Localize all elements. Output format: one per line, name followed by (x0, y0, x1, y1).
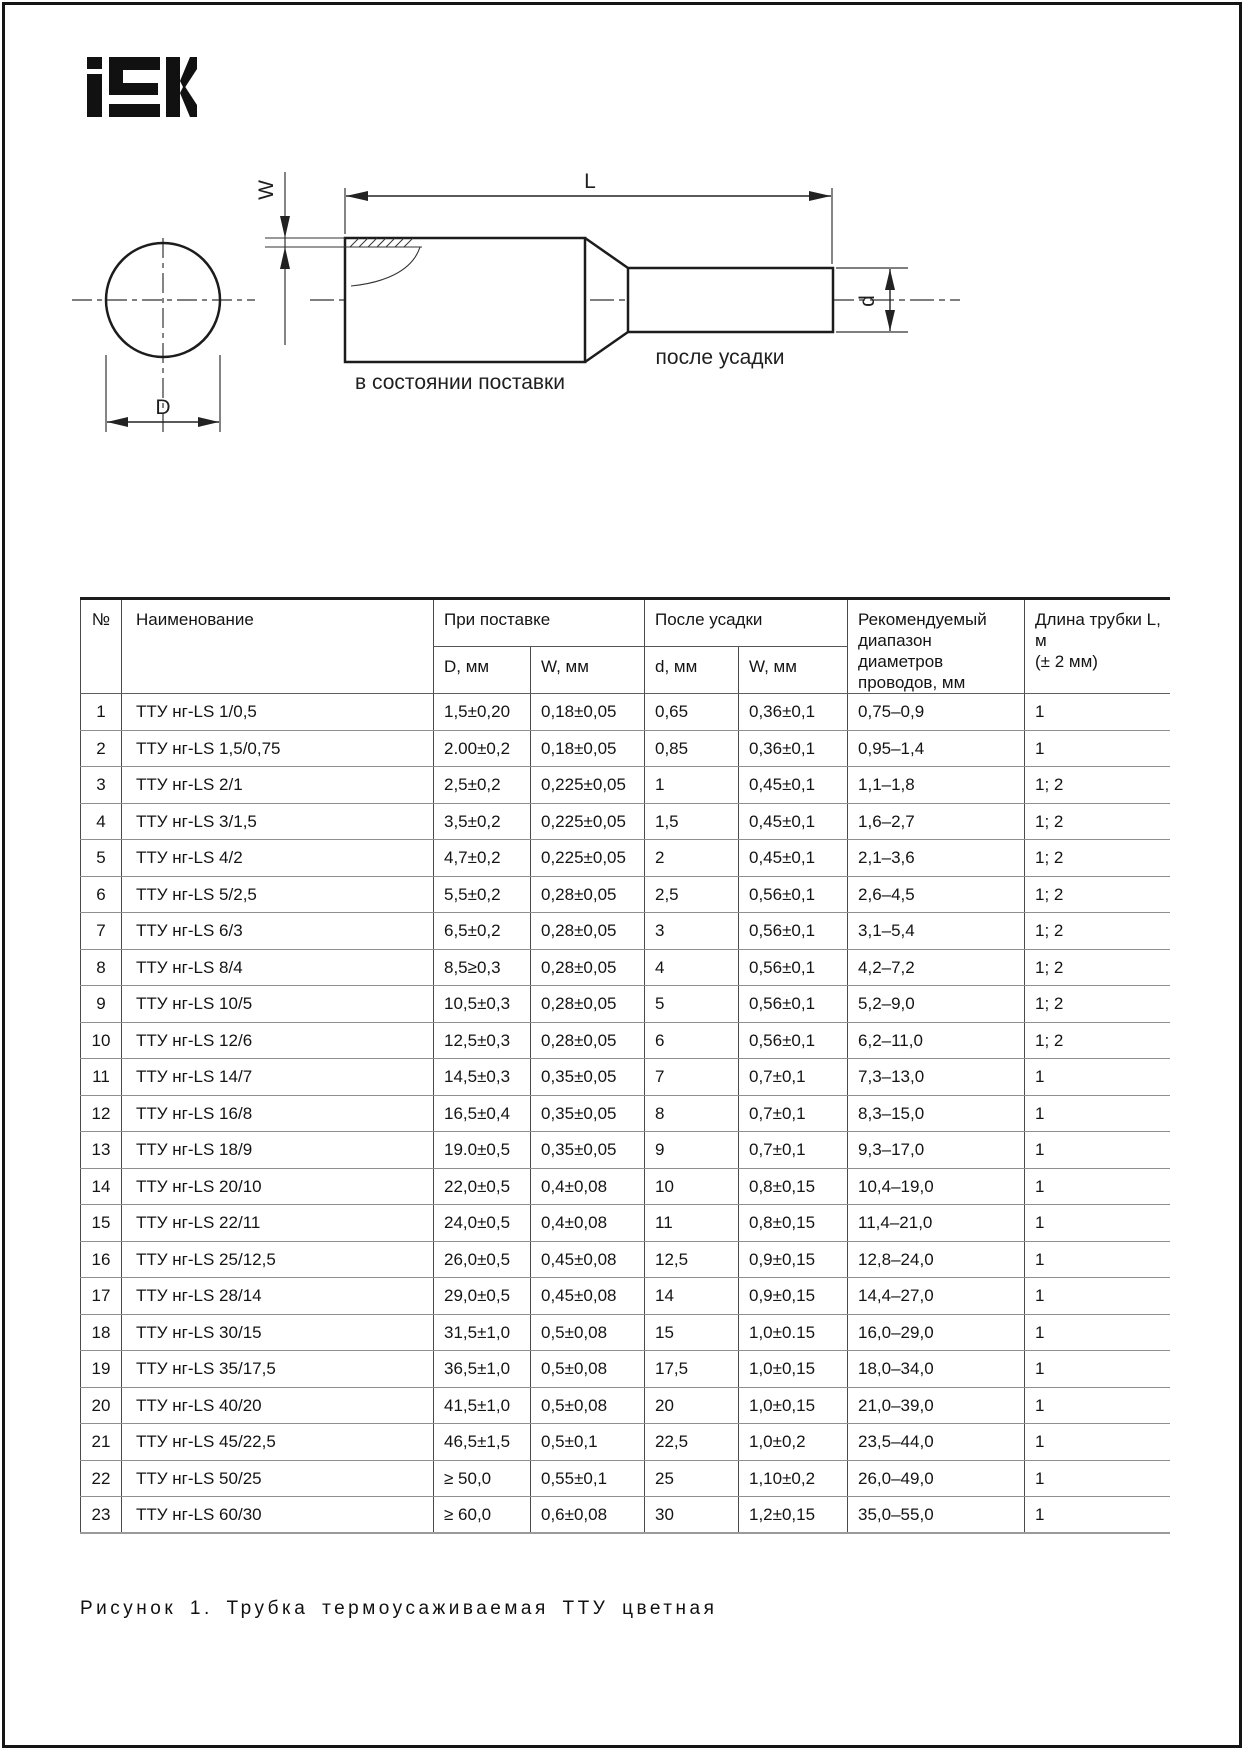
wire-range-value: 1,6–2,7 (848, 803, 1025, 840)
supply-w-value: 0,28±0,05 (531, 986, 645, 1023)
shrink-w-value: 0,9±0,15 (739, 1241, 848, 1278)
supply-w-value: 0,55±0,1 (531, 1460, 645, 1497)
shrink-w-value: 0,7±0,1 (739, 1132, 848, 1169)
tube-length-value: 1; 2 (1025, 876, 1170, 913)
tube-length-value: 1 (1025, 694, 1170, 731)
product-name: ТТУ нг-LS 60/30 (122, 1497, 434, 1534)
supply-d-value: ≥ 50,0 (434, 1460, 531, 1497)
logo-e-bottom (109, 104, 160, 117)
logo-i-dot (87, 57, 102, 69)
supply-d-value: ≥ 60,0 (434, 1497, 531, 1534)
table-row (81, 1059, 1170, 1096)
row-number: 8 (81, 949, 122, 986)
spec-table (80, 597, 1170, 1534)
product-name: ТТУ нг-LS 45/22,5 (122, 1424, 434, 1461)
tube-length-value: 1; 2 (1025, 803, 1170, 840)
col-group-at-supply: При поставке (434, 599, 645, 647)
wire-range-value: 23,5–44,0 (848, 1424, 1025, 1461)
supply-d-value: 1,5±0,20 (434, 694, 531, 731)
d-arrow-right-icon (198, 417, 219, 427)
col-header-shrink-d: d, мм (645, 646, 739, 694)
supply-w-value: 0,5±0,1 (531, 1424, 645, 1461)
logo-k-upper-arm (180, 57, 197, 89)
label-d-big: D (155, 396, 171, 419)
col-group-after-shrink: После усадки (645, 599, 848, 647)
col-header-supply-w: W, мм (531, 646, 645, 694)
supply-w-value: 0,4±0,08 (531, 1168, 645, 1205)
col-header-supply-d: D, мм (434, 646, 531, 694)
wire-range-value: 10,4–19,0 (848, 1168, 1025, 1205)
product-name: ТТУ нг-LS 22/11 (122, 1205, 434, 1242)
supply-w-value: 0,225±0,05 (531, 803, 645, 840)
table-row (81, 1497, 1170, 1534)
supply-d-value: 8,5≥0,3 (434, 949, 531, 986)
shrink-d-value: 1 (645, 767, 739, 804)
table-row (81, 1351, 1170, 1388)
figure-caption: Рисунок 1. Трубка термоусаживаемая ТТУ цветная (80, 1598, 718, 1619)
w-arrow-down-icon (280, 216, 290, 238)
tube-length-line1: Длина трубки L, м (1035, 610, 1161, 650)
logo-i-stem (87, 74, 102, 117)
wire-range-value: 0,95–1,4 (848, 730, 1025, 767)
supply-d-value: 10,5±0,3 (434, 986, 531, 1023)
row-number: 9 (81, 986, 122, 1023)
table-row (81, 986, 1170, 1023)
supply-d-value: 22,0±0,5 (434, 1168, 531, 1205)
table-row (81, 1205, 1170, 1242)
table-row (81, 1314, 1170, 1351)
tube-length-value: 1; 2 (1025, 913, 1170, 950)
col-header-number: № (81, 599, 122, 694)
shrink-w-value: 0,56±0,1 (739, 986, 848, 1023)
tube-length-value: 1 (1025, 730, 1170, 767)
wire-range-value: 35,0–55,0 (848, 1497, 1025, 1534)
product-name: ТТУ нг-LS 6/3 (122, 913, 434, 950)
supply-d-value: 3,5±0,2 (434, 803, 531, 840)
product-name: ТТУ нг-LS 1/0,5 (122, 694, 434, 731)
shrink-w-value: 0,8±0,15 (739, 1168, 848, 1205)
tube-length-value: 1 (1025, 1095, 1170, 1132)
technical-drawing (60, 150, 960, 460)
product-name: ТТУ нг-LS 12/6 (122, 1022, 434, 1059)
product-name: ТТУ нг-LS 25/12,5 (122, 1241, 434, 1278)
product-name: ТТУ нг-LS 28/14 (122, 1278, 434, 1315)
row-number: 12 (81, 1095, 122, 1132)
wire-range-value: 18,0–34,0 (848, 1351, 1025, 1388)
supply-d-value: 46,5±1,5 (434, 1424, 531, 1461)
table-row (81, 913, 1170, 950)
shrink-w-value: 0,9±0,15 (739, 1278, 848, 1315)
row-number: 13 (81, 1132, 122, 1169)
shrunk-tube (628, 268, 833, 332)
iek-logo (87, 57, 197, 117)
logo-e-mid (109, 83, 158, 95)
row-number: 2 (81, 730, 122, 767)
tube-length-value: 1; 2 (1025, 840, 1170, 877)
table-row (81, 1241, 1170, 1278)
supply-w-value: 0,225±0,05 (531, 840, 645, 877)
supply-d-value: 16,5±0,4 (434, 1095, 531, 1132)
tube-length-value: 1 (1025, 1497, 1170, 1534)
col-header-wire-range: Рекомендуемый диапазон диаметров проводов, мм (848, 599, 1025, 694)
tube-length-value: 1 (1025, 1387, 1170, 1424)
shrink-d-value: 8 (645, 1095, 739, 1132)
label-supply-state: в состоянии поставки (355, 371, 565, 394)
table-row (81, 840, 1170, 877)
table-row (81, 1424, 1170, 1461)
wire-range-value: 3,1–5,4 (848, 913, 1025, 950)
wire-range-value: 11,4–21,0 (848, 1205, 1025, 1242)
col-header-shrink-w: W, мм (739, 646, 848, 694)
supply-d-value: 41,5±1,0 (434, 1387, 531, 1424)
logo-k-stem (166, 57, 180, 117)
tube-length-value: 1 (1025, 1241, 1170, 1278)
supply-w-value: 0,28±0,05 (531, 876, 645, 913)
shrink-d-value: 4 (645, 949, 739, 986)
tube-length-value: 1; 2 (1025, 986, 1170, 1023)
spec-table-body (81, 694, 1170, 1534)
product-name: ТТУ нг-LS 3/1,5 (122, 803, 434, 840)
shrink-w-value: 0,56±0,1 (739, 949, 848, 986)
product-name: ТТУ нг-LS 10/5 (122, 986, 434, 1023)
shrink-d-value: 30 (645, 1497, 739, 1534)
supply-w-value: 0,4±0,08 (531, 1205, 645, 1242)
tube-length-value: 1 (1025, 1351, 1170, 1388)
supply-w-value: 0,6±0,08 (531, 1497, 645, 1534)
shrink-w-value: 1,0±0,15 (739, 1351, 848, 1388)
table-row (81, 1095, 1170, 1132)
wire-range-value: 2,6–4,5 (848, 876, 1025, 913)
supply-w-value: 0,28±0,05 (531, 913, 645, 950)
supply-d-value: 29,0±0,5 (434, 1278, 531, 1315)
shrink-d-value: 20 (645, 1387, 739, 1424)
spec-table-header (81, 599, 1170, 694)
wire-range-value: 1,1–1,8 (848, 767, 1025, 804)
shrink-d-value: 7 (645, 1059, 739, 1096)
wire-range-value: 21,0–39,0 (848, 1387, 1025, 1424)
table-row (81, 1132, 1170, 1169)
shrink-w-value: 0,36±0,1 (739, 730, 848, 767)
supply-w-value: 0,45±0,08 (531, 1241, 645, 1278)
supply-d-value: 19.0±0,5 (434, 1132, 531, 1169)
col-header-tube-length (1025, 599, 1170, 694)
table-row (81, 1278, 1170, 1315)
supply-d-value: 36,5±1,0 (434, 1351, 531, 1388)
shrink-w-value: 0,45±0,1 (739, 803, 848, 840)
supply-w-value: 0,28±0,05 (531, 949, 645, 986)
product-name: ТТУ нг-LS 40/20 (122, 1387, 434, 1424)
product-name: ТТУ нг-LS 1,5/0,75 (122, 730, 434, 767)
supply-d-value: 2,5±0,2 (434, 767, 531, 804)
shrink-d-value: 22,5 (645, 1424, 739, 1461)
shrink-w-value: 1,0±0,15 (739, 1387, 848, 1424)
tube-length-value: 1 (1025, 1059, 1170, 1096)
shrink-d-value: 14 (645, 1278, 739, 1315)
product-name: ТТУ нг-LS 4/2 (122, 840, 434, 877)
supply-w-value: 0,45±0,08 (531, 1278, 645, 1315)
tube-length-value: 1 (1025, 1205, 1170, 1242)
wire-range-value: 7,3–13,0 (848, 1059, 1025, 1096)
col-header-name: Наименование (122, 599, 434, 694)
supply-w-value: 0,35±0,05 (531, 1132, 645, 1169)
shrink-d-value: 5 (645, 986, 739, 1023)
shrink-d-value: 9 (645, 1132, 739, 1169)
row-number: 10 (81, 1022, 122, 1059)
taper-bottom (585, 332, 628, 362)
wire-range-value: 5,2–9,0 (848, 986, 1025, 1023)
supply-d-value: 26,0±0,5 (434, 1241, 531, 1278)
small-d-arrow-up-icon (885, 269, 895, 290)
shrink-d-value: 0,65 (645, 694, 739, 731)
table-row (81, 803, 1170, 840)
wire-range-value: 12,8–24,0 (848, 1241, 1025, 1278)
product-name: ТТУ нг-LS 5/2,5 (122, 876, 434, 913)
shrink-d-value: 2,5 (645, 876, 739, 913)
row-number: 21 (81, 1424, 122, 1461)
row-number: 5 (81, 840, 122, 877)
table-row (81, 1168, 1170, 1205)
row-number: 15 (81, 1205, 122, 1242)
shrink-d-value: 0,85 (645, 730, 739, 767)
wire-range-value: 6,2–11,0 (848, 1022, 1025, 1059)
row-number: 11 (81, 1059, 122, 1096)
wire-range-value: 2,1–3,6 (848, 840, 1025, 877)
wire-range-value: 9,3–17,0 (848, 1132, 1025, 1169)
shrink-w-value: 0,45±0,1 (739, 767, 848, 804)
table-row (81, 1387, 1170, 1424)
logo-k-lower-arm (180, 85, 197, 117)
tube-length-value: 1 (1025, 1424, 1170, 1461)
row-number: 17 (81, 1278, 122, 1315)
supply-w-value: 0,5±0,08 (531, 1351, 645, 1388)
shrink-d-value: 12,5 (645, 1241, 739, 1278)
row-number: 16 (81, 1241, 122, 1278)
shrink-d-value: 1,5 (645, 803, 739, 840)
label-d-small: d (856, 295, 879, 307)
supply-w-value: 0,18±0,05 (531, 694, 645, 731)
shrink-w-value: 0,36±0,1 (739, 694, 848, 731)
shrink-w-value: 0,56±0,1 (739, 876, 848, 913)
supply-w-value: 0,35±0,05 (531, 1059, 645, 1096)
table-row (81, 876, 1170, 913)
table-row (81, 949, 1170, 986)
supply-w-value: 0,5±0,08 (531, 1387, 645, 1424)
table-row (81, 1460, 1170, 1497)
row-number: 7 (81, 913, 122, 950)
w-arrow-up-icon (280, 247, 290, 269)
supply-d-value: 31,5±1,0 (434, 1314, 531, 1351)
taper-top (585, 238, 628, 268)
product-name: ТТУ нг-LS 2/1 (122, 767, 434, 804)
supply-body (345, 238, 585, 362)
table-row (81, 730, 1170, 767)
supply-d-value: 14,5±0,3 (434, 1059, 531, 1096)
wire-range-value: 14,4–27,0 (848, 1278, 1025, 1315)
row-number: 18 (81, 1314, 122, 1351)
shrink-w-value: 1,2±0,15 (739, 1497, 848, 1534)
row-number: 1 (81, 694, 122, 731)
l-arrow-left-icon (346, 191, 368, 201)
product-name: ТТУ нг-LS 35/17,5 (122, 1351, 434, 1388)
row-number: 14 (81, 1168, 122, 1205)
product-name: ТТУ нг-LS 16/8 (122, 1095, 434, 1132)
tube-length-value: 1 (1025, 1132, 1170, 1169)
wire-range-value: 26,0–49,0 (848, 1460, 1025, 1497)
row-number: 4 (81, 803, 122, 840)
table-row (81, 767, 1170, 804)
shrink-w-value: 0,7±0,1 (739, 1095, 848, 1132)
shrink-d-value: 6 (645, 1022, 739, 1059)
shrink-d-value: 25 (645, 1460, 739, 1497)
shrink-d-value: 11 (645, 1205, 739, 1242)
shrink-d-value: 2 (645, 840, 739, 877)
tube-length-value: 1 (1025, 1278, 1170, 1315)
shrink-d-value: 10 (645, 1168, 739, 1205)
row-number: 6 (81, 876, 122, 913)
row-number: 23 (81, 1497, 122, 1534)
shrink-d-value: 17,5 (645, 1351, 739, 1388)
shrink-w-value: 0,45±0,1 (739, 840, 848, 877)
supply-d-value: 6,5±0,2 (434, 913, 531, 950)
shrink-d-value: 3 (645, 913, 739, 950)
row-number: 3 (81, 767, 122, 804)
shrink-w-value: 0,56±0,1 (739, 913, 848, 950)
product-name: ТТУ нг-LS 50/25 (122, 1460, 434, 1497)
supply-w-value: 0,35±0,05 (531, 1095, 645, 1132)
wire-range-value: 0,75–0,9 (848, 694, 1025, 731)
product-name: ТТУ нг-LS 18/9 (122, 1132, 434, 1169)
label-l: L (584, 170, 596, 193)
tube-length-value: 1; 2 (1025, 949, 1170, 986)
row-number: 22 (81, 1460, 122, 1497)
supply-d-value: 12,5±0,3 (434, 1022, 531, 1059)
supply-d-value: 24,0±0,5 (434, 1205, 531, 1242)
tube-length-value: 1; 2 (1025, 1022, 1170, 1059)
wire-range-value: 8,3–15,0 (848, 1095, 1025, 1132)
shrink-w-value: 0,7±0,1 (739, 1059, 848, 1096)
shrink-w-value: 1,0±0,2 (739, 1424, 848, 1461)
label-w: W (255, 180, 278, 200)
product-name: ТТУ нг-LS 20/10 (122, 1168, 434, 1205)
shrink-w-value: 0,8±0,15 (739, 1205, 848, 1242)
supply-w-value: 0,28±0,05 (531, 1022, 645, 1059)
small-d-arrow-down-icon (885, 310, 895, 331)
wire-range-value: 4,2–7,2 (848, 949, 1025, 986)
tube-length-value: 1; 2 (1025, 767, 1170, 804)
supply-d-value: 4,7±0,2 (434, 840, 531, 877)
table-row (81, 1022, 1170, 1059)
supply-d-value: 5,5±0,2 (434, 876, 531, 913)
product-name: ТТУ нг-LS 8/4 (122, 949, 434, 986)
tube-length-value: 1 (1025, 1460, 1170, 1497)
row-number: 20 (81, 1387, 122, 1424)
label-after-shrink: после усадки (655, 346, 785, 369)
l-arrow-right-icon (809, 191, 831, 201)
d-arrow-left-icon (107, 417, 128, 427)
supply-w-value: 0,5±0,08 (531, 1314, 645, 1351)
shrink-w-value: 1,10±0,2 (739, 1460, 848, 1497)
row-number: 19 (81, 1351, 122, 1388)
supply-w-value: 0,18±0,05 (531, 730, 645, 767)
supply-w-value: 0,225±0,05 (531, 767, 645, 804)
shrink-d-value: 15 (645, 1314, 739, 1351)
tube-length-line2: (± 2 мм) (1035, 652, 1098, 671)
table-row (81, 694, 1170, 731)
product-name: ТТУ нг-LS 30/15 (122, 1314, 434, 1351)
supply-d-value: 2.00±0,2 (434, 730, 531, 767)
shrink-w-value: 0,56±0,1 (739, 1022, 848, 1059)
product-name: ТТУ нг-LS 14/7 (122, 1059, 434, 1096)
tube-length-value: 1 (1025, 1168, 1170, 1205)
tube-length-value: 1 (1025, 1314, 1170, 1351)
wire-range-value: 16,0–29,0 (848, 1314, 1025, 1351)
shrink-w-value: 1,0±0.15 (739, 1314, 848, 1351)
